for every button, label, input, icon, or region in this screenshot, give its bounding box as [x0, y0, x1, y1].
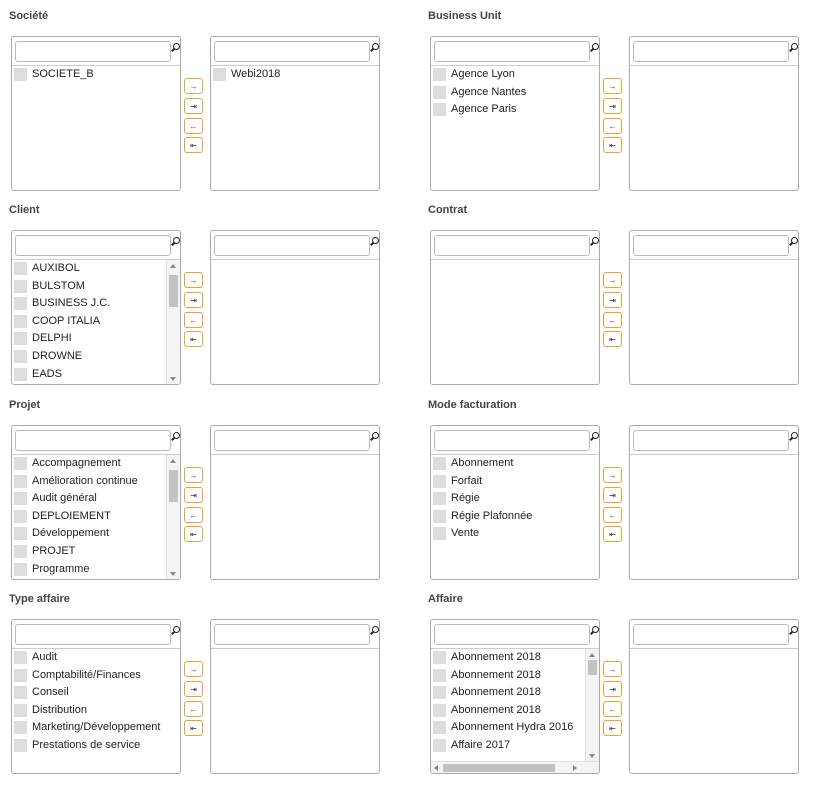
checkbox[interactable] [433, 704, 446, 717]
move-left-button[interactable]: ← [184, 312, 203, 328]
move-all-left-button[interactable]: ⇤ [184, 331, 203, 347]
list-item-label: EADS [32, 367, 62, 380]
list-item[interactable] [431, 719, 599, 737]
checkbox[interactable] [433, 739, 446, 752]
available-list [431, 648, 599, 774]
available-list [12, 259, 180, 385]
list-item[interactable] [431, 66, 599, 84]
list-item[interactable] [431, 684, 599, 702]
list-item[interactable] [431, 508, 599, 526]
list-item-label: Vente [451, 527, 480, 540]
checkbox[interactable] [433, 103, 446, 116]
list-item-label: Abonnement 2018 [451, 686, 541, 699]
search-input[interactable] [215, 625, 365, 644]
available-list [431, 454, 599, 580]
move-left-button[interactable]: ← [603, 507, 622, 523]
checkbox[interactable] [14, 315, 27, 328]
checkbox[interactable] [213, 68, 226, 81]
search-field [633, 430, 789, 451]
move-right-button[interactable]: → [603, 272, 622, 288]
checkbox[interactable] [14, 262, 27, 275]
search-input[interactable] [16, 236, 166, 255]
section-title: Type affaire [9, 593, 70, 605]
checkbox[interactable] [14, 368, 27, 381]
search-icon[interactable] [789, 626, 797, 634]
search-field [214, 235, 370, 256]
search-field [434, 624, 590, 645]
search-input[interactable] [435, 625, 585, 644]
list-item-label: Abonnement [451, 457, 514, 469]
list-item-label: BUSINESS J.C. [32, 297, 111, 310]
search-input[interactable] [16, 625, 166, 644]
checkbox[interactable] [14, 492, 27, 505]
checkbox[interactable] [14, 545, 27, 558]
move-all-right-button[interactable]: ⇥ [603, 681, 622, 697]
selected-list [630, 454, 798, 580]
search-field [633, 41, 789, 62]
list-item-label: Forfait [451, 474, 483, 487]
list-item-label: Accompagnement [32, 457, 121, 469]
list-item[interactable] [12, 543, 180, 561]
list-item[interactable] [431, 525, 599, 543]
available-list [431, 65, 599, 191]
list-item-label: Agence Paris [451, 103, 517, 116]
list-item-label: Conseil [32, 686, 69, 699]
checkbox[interactable] [14, 68, 27, 81]
section-societe [9, 6, 409, 196]
search-icon[interactable] [590, 237, 598, 245]
list-item-label: Audit général [32, 492, 97, 505]
available-list [431, 259, 599, 385]
scroll-down-icon[interactable] [589, 754, 595, 758]
list-item[interactable] [431, 473, 599, 491]
list-item-label: Abonnement 2018 [451, 668, 541, 681]
checkbox[interactable] [14, 563, 27, 576]
list-item-label: Régie [451, 492, 480, 505]
scroll-up-icon[interactable] [170, 264, 176, 268]
list-item[interactable] [211, 66, 379, 84]
search-icon[interactable] [171, 43, 179, 51]
scroll-down-icon[interactable] [170, 572, 176, 576]
search-field [15, 430, 171, 451]
list-item[interactable] [12, 455, 180, 473]
section-title: Client [9, 204, 40, 216]
checkbox[interactable] [433, 686, 446, 699]
move-left-button[interactable]: ← [603, 118, 622, 134]
move-right-button[interactable]: → [184, 272, 203, 288]
selected-list [211, 259, 379, 385]
section-title: Contrat [428, 204, 468, 216]
checkbox[interactable] [433, 457, 446, 470]
checkbox[interactable] [14, 721, 27, 734]
checkbox[interactable] [14, 457, 27, 470]
search-input[interactable] [435, 236, 585, 255]
section-business-unit [428, 6, 813, 196]
search-icon[interactable] [789, 237, 797, 245]
list-item-label: DROWNE [32, 349, 83, 362]
right-listbox [210, 619, 380, 774]
scroll-right-icon[interactable] [573, 765, 577, 771]
list-item[interactable] [431, 649, 599, 667]
right-listbox [210, 36, 380, 191]
move-all-left-button[interactable]: ⇤ [603, 526, 622, 542]
search-input[interactable] [634, 625, 784, 644]
checkbox[interactable] [14, 704, 27, 717]
search-field [15, 41, 171, 62]
list-item-label: Comptabilité/Finances [32, 668, 141, 681]
checkbox[interactable] [14, 280, 27, 293]
checkbox[interactable] [14, 475, 27, 488]
list-item[interactable] [12, 719, 180, 737]
list-item[interactable] [12, 667, 180, 685]
list-item[interactable] [12, 66, 180, 84]
selected-list [630, 648, 798, 774]
scroll-down-icon[interactable] [170, 377, 176, 381]
left-listbox [430, 230, 600, 385]
move-left-button[interactable]: ← [184, 701, 203, 717]
move-all-left-button[interactable]: ⇤ [603, 720, 622, 736]
list-item-label: Régie Plafonnée [451, 509, 533, 522]
list-item-label: Programme [32, 562, 90, 575]
search-input[interactable] [634, 431, 784, 450]
search-input[interactable] [16, 431, 166, 450]
section-title: Affaire [428, 593, 463, 605]
move-all-right-button[interactable]: ⇥ [603, 98, 622, 114]
section-title: Mode facturation [428, 399, 517, 411]
move-all-right-button[interactable]: ⇥ [184, 681, 203, 697]
search-input[interactable] [435, 42, 585, 61]
move-right-button[interactable]: → [184, 78, 203, 94]
vertical-scrollbar[interactable] [166, 455, 180, 580]
selected-list [211, 65, 379, 191]
section-title: Société [9, 10, 49, 22]
list-item[interactable] [12, 313, 180, 331]
section-client [9, 200, 409, 390]
list-item[interactable] [12, 684, 180, 702]
list-item-label: Webi2018 [231, 68, 281, 80]
list-item-label: Agence Lyon [451, 68, 515, 80]
move-right-button[interactable]: → [184, 467, 203, 483]
checkbox[interactable] [433, 86, 446, 99]
list-item-label: COOP ITALIA [32, 314, 101, 327]
list-item[interactable] [12, 525, 180, 543]
left-listbox [430, 425, 600, 580]
right-listbox [629, 619, 799, 774]
scroll-left-icon[interactable] [434, 765, 438, 771]
list-item-label: Distribution [32, 703, 88, 716]
search-input[interactable] [634, 236, 784, 255]
search-icon[interactable] [370, 432, 378, 440]
list-item-label: Abonnement Hydra 2016 [451, 721, 574, 734]
search-icon[interactable] [590, 432, 598, 440]
section-type-affaire [9, 589, 409, 779]
list-item-label: DELPHI [32, 332, 72, 345]
section-mode-facturation [428, 395, 813, 585]
move-all-right-button[interactable]: ⇥ [184, 487, 203, 503]
search-icon[interactable] [789, 43, 797, 51]
list-item[interactable] [12, 295, 180, 313]
list-item[interactable] [12, 490, 180, 508]
checkbox[interactable] [433, 475, 446, 488]
right-listbox [629, 230, 799, 385]
list-item[interactable] [431, 490, 599, 508]
right-listbox [210, 230, 380, 385]
search-icon[interactable] [370, 43, 378, 51]
move-all-left-button[interactable]: ⇤ [184, 526, 203, 542]
move-all-right-button[interactable]: ⇥ [603, 292, 622, 308]
left-listbox [430, 619, 600, 774]
search-input[interactable] [16, 42, 166, 61]
checkbox[interactable] [433, 651, 446, 664]
checkbox[interactable] [433, 68, 446, 81]
move-all-right-button[interactable]: ⇥ [184, 292, 203, 308]
list-item-label: Abonnement 2018 [451, 651, 541, 663]
search-field [633, 624, 789, 645]
checkbox[interactable] [14, 350, 27, 363]
selected-list [630, 65, 798, 191]
search-icon[interactable] [370, 626, 378, 634]
checkbox[interactable] [433, 510, 446, 523]
search-icon[interactable] [171, 432, 179, 440]
search-icon[interactable] [789, 432, 797, 440]
checkbox[interactable] [14, 332, 27, 345]
move-all-right-button[interactable]: ⇥ [184, 98, 203, 114]
section-affaire [428, 589, 813, 779]
search-field [434, 430, 590, 451]
list-item[interactable] [431, 101, 599, 119]
list-item[interactable] [12, 508, 180, 526]
list-item[interactable] [12, 737, 180, 755]
list-item[interactable] [12, 473, 180, 491]
move-right-button[interactable]: → [184, 661, 203, 677]
available-list [12, 648, 180, 774]
list-item-label: PROJET [32, 544, 76, 557]
section-title: Projet [9, 399, 41, 411]
move-all-left-button[interactable]: ⇤ [184, 720, 203, 736]
horizontal-scrollbar[interactable] [431, 761, 599, 774]
search-input[interactable] [634, 42, 784, 61]
search-field [214, 430, 370, 451]
move-all-left-button[interactable]: ⇤ [184, 137, 203, 153]
list-item-label: Abonnement 2018 [451, 703, 541, 716]
list-item-label: Marketing/Développement [32, 721, 161, 734]
list-item-label: AUXIBOL [32, 262, 80, 274]
list-item[interactable] [12, 561, 180, 579]
checkbox[interactable] [14, 686, 27, 699]
selected-list [211, 648, 379, 774]
checkbox[interactable] [14, 297, 27, 310]
move-left-button[interactable]: ← [184, 118, 203, 134]
selected-list [211, 454, 379, 580]
move-left-button[interactable]: ← [184, 507, 203, 523]
left-listbox [11, 230, 181, 385]
search-field [214, 41, 370, 62]
search-field [633, 235, 789, 256]
vertical-scrollbar[interactable] [166, 260, 180, 385]
scrollbar-thumb[interactable] [588, 660, 597, 675]
list-item-label: Affaire 2017 [451, 738, 511, 751]
list-item-label: DEPLOIEMENT [32, 509, 111, 522]
checkbox[interactable] [433, 669, 446, 682]
list-item[interactable] [431, 455, 599, 473]
move-all-left-button[interactable]: ⇤ [603, 137, 622, 153]
list-item[interactable] [12, 702, 180, 720]
checkbox[interactable] [14, 527, 27, 540]
list-item-label: Amélioration continue [32, 474, 138, 487]
search-field [15, 624, 171, 645]
section-contrat [428, 200, 813, 390]
right-listbox [629, 36, 799, 191]
checkbox[interactable] [433, 721, 446, 734]
search-icon[interactable] [590, 626, 598, 634]
list-item-label: Développement [32, 527, 110, 540]
section-title: Business Unit [428, 10, 502, 22]
scrollbar-thumb[interactable] [443, 764, 555, 772]
selected-list [630, 259, 798, 385]
scrollbar-thumb[interactable] [169, 470, 178, 502]
search-input[interactable] [215, 431, 365, 450]
checkbox[interactable] [14, 510, 27, 523]
search-field [434, 235, 590, 256]
list-item[interactable] [12, 649, 180, 667]
left-listbox [11, 36, 181, 191]
list-item[interactable] [12, 366, 180, 384]
list-item[interactable] [431, 737, 599, 755]
vertical-scrollbar[interactable] [585, 649, 599, 762]
move-all-left-button[interactable]: ⇤ [603, 331, 622, 347]
available-list [12, 65, 180, 191]
left-listbox [430, 36, 600, 191]
search-field [434, 41, 590, 62]
move-all-right-button[interactable]: ⇥ [603, 487, 622, 503]
search-icon[interactable] [171, 626, 179, 634]
search-icon[interactable] [590, 43, 598, 51]
move-left-button[interactable]: ← [603, 312, 622, 328]
search-input[interactable] [215, 236, 365, 255]
checkbox[interactable] [433, 527, 446, 540]
scrollbar-thumb[interactable] [169, 275, 178, 307]
search-input[interactable] [215, 42, 365, 61]
list-item-label: SOCIETE_B [32, 68, 94, 80]
left-listbox [11, 619, 181, 774]
list-item[interactable] [431, 667, 599, 685]
right-listbox [629, 425, 799, 580]
scroll-up-icon[interactable] [589, 653, 595, 657]
move-right-button[interactable]: → [603, 467, 622, 483]
search-field [15, 235, 171, 256]
left-listbox [11, 425, 181, 580]
move-right-button[interactable]: → [603, 78, 622, 94]
list-item[interactable] [431, 702, 599, 720]
list-item-label: Prestations de service [32, 738, 141, 751]
list-item[interactable] [431, 84, 599, 102]
checkbox[interactable] [14, 651, 27, 664]
search-icon[interactable] [370, 237, 378, 245]
checkbox[interactable] [14, 739, 27, 752]
list-item[interactable] [12, 348, 180, 366]
right-listbox [210, 425, 380, 580]
list-item[interactable] [12, 330, 180, 348]
list-item-label: Agence Nantes [451, 85, 527, 98]
move-right-button[interactable]: → [603, 661, 622, 677]
list-item[interactable] [12, 260, 180, 278]
move-left-button[interactable]: ← [603, 701, 622, 717]
list-item-label: BULSTOM [32, 279, 85, 292]
section-projet [9, 395, 409, 585]
list-item-label: Audit [32, 651, 58, 663]
search-icon[interactable] [171, 237, 179, 245]
scroll-up-icon[interactable] [170, 459, 176, 463]
available-list [12, 454, 180, 580]
list-item[interactable] [12, 278, 180, 296]
search-field [214, 624, 370, 645]
checkbox[interactable] [433, 492, 446, 505]
search-input[interactable] [435, 431, 585, 450]
checkbox[interactable] [14, 669, 27, 682]
